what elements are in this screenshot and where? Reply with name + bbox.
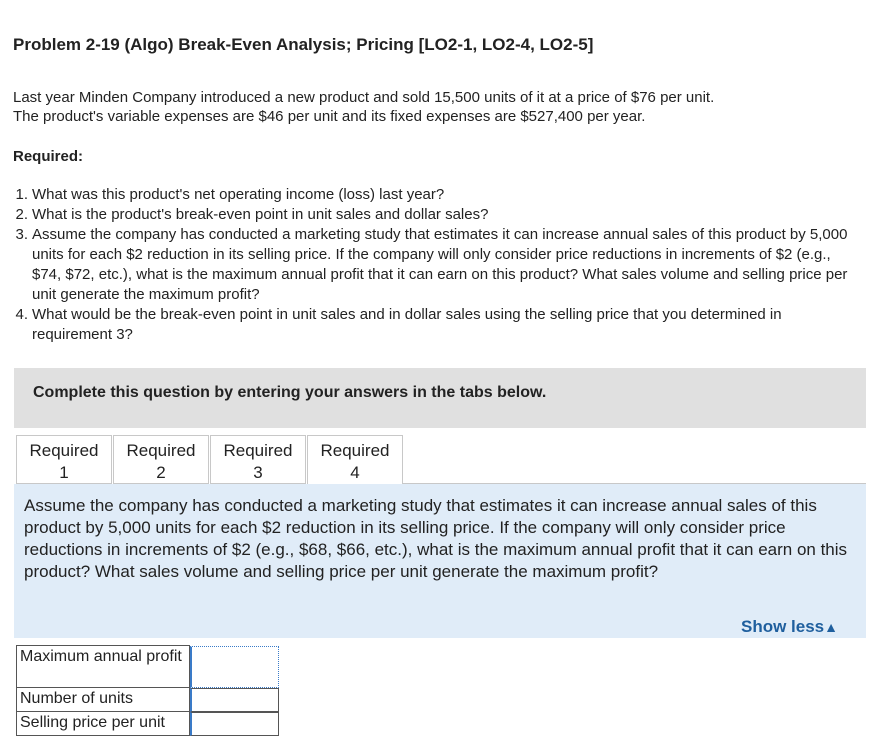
answer-label: Maximum annual profit	[17, 646, 190, 688]
show-less-link[interactable]	[741, 617, 838, 637]
tab-number: 3	[253, 463, 263, 482]
intro-line-1: Last year Minden Company introduced a new product and sold 15,500 units of it at a price of $76 per unit.	[13, 89, 715, 106]
question-panel	[14, 484, 866, 638]
requirement-item	[0, 305, 860, 345]
answer-label: Selling price per unit	[17, 712, 190, 736]
requirement-text: What was this product's net operating income (loss) last year?	[32, 186, 445, 203]
answer-table	[16, 645, 281, 736]
requirement-number: 4.	[15, 306, 28, 323]
selling-price-per-unit-input[interactable]	[190, 712, 279, 736]
problem-title: Problem 2-19 (Algo) Break-Even Analysis; Pricing [LO2-1, LO2-4, LO2-5]	[13, 35, 594, 54]
problem-intro	[13, 88, 873, 126]
banner-text: Complete this question by entering your answers in the tabs below.	[33, 384, 547, 401]
required-heading: Required:	[13, 148, 84, 165]
tab-required-2[interactable]	[113, 435, 209, 484]
number-of-units-input[interactable]	[190, 688, 279, 712]
tab-label: Required	[29, 441, 99, 460]
caret-up-icon: ▲	[824, 619, 838, 635]
requirement-item	[0, 205, 860, 225]
tab-required-4[interactable]	[307, 435, 403, 484]
tab-number: 4	[350, 463, 360, 482]
show-less-label: Show less	[741, 617, 825, 636]
requirement-text: What is the product's break-even point in unit sales and dollar sales?	[32, 206, 489, 223]
intro-line-2: The product's variable expenses are $46 per unit and its fixed expenses are $527,400 per year.	[13, 108, 646, 125]
requirements-list	[0, 185, 860, 345]
answer-label: Number of units	[17, 688, 190, 712]
tab-number: 2	[156, 463, 166, 482]
tab-required-1[interactable]	[16, 435, 112, 484]
tab-number: 1	[59, 463, 69, 482]
maximum-annual-profit-input[interactable]	[190, 646, 279, 688]
tab-label: Required	[223, 441, 293, 460]
answer-row	[17, 688, 281, 712]
requirement-number: 2.	[15, 206, 28, 223]
answer-row	[17, 646, 281, 688]
tab-label: Required	[320, 441, 390, 460]
answer-input-cell	[190, 646, 281, 688]
requirement-item	[0, 185, 860, 205]
tab-required-3[interactable]	[210, 435, 306, 484]
instructions-banner	[14, 368, 866, 428]
tab-label: Required	[126, 441, 196, 460]
requirement-number: 3.	[15, 226, 28, 243]
requirement-text: What would be the break-even point in unit sales and in dollar sales using the selling price that you determined in requirement 3?	[32, 306, 782, 343]
panel-question-text: Assume the company has conducted a marketing study that estimates it can increase annual sales of this product by 5,000 units for each $2 reduction in its selling price. If the company will only consider price reductions in increments of $2 (e.g., $68, $66, etc.), what is the maximum annual profit that it can earn on this product? What sales volume and selling price per unit generate the maximum profit?	[24, 496, 848, 581]
requirement-tabs	[16, 435, 404, 484]
requirement-text: Assume the company has conducted a marketing study that estimates it can increase annual sales of this product by 5,000 units for each $2 reduction in its selling price. If the company will only consider price reductions in increments of $2 (e.g., $74, $72, etc.), what is the maximum annual profit that it can earn on this product? What sales volume and selling price per unit generate the maximum profit?	[32, 226, 848, 303]
answer-input-cell	[190, 712, 281, 736]
requirement-number: 1.	[15, 186, 28, 203]
requirement-item	[0, 225, 860, 305]
answer-row	[17, 712, 281, 736]
answer-input-cell	[190, 688, 281, 712]
